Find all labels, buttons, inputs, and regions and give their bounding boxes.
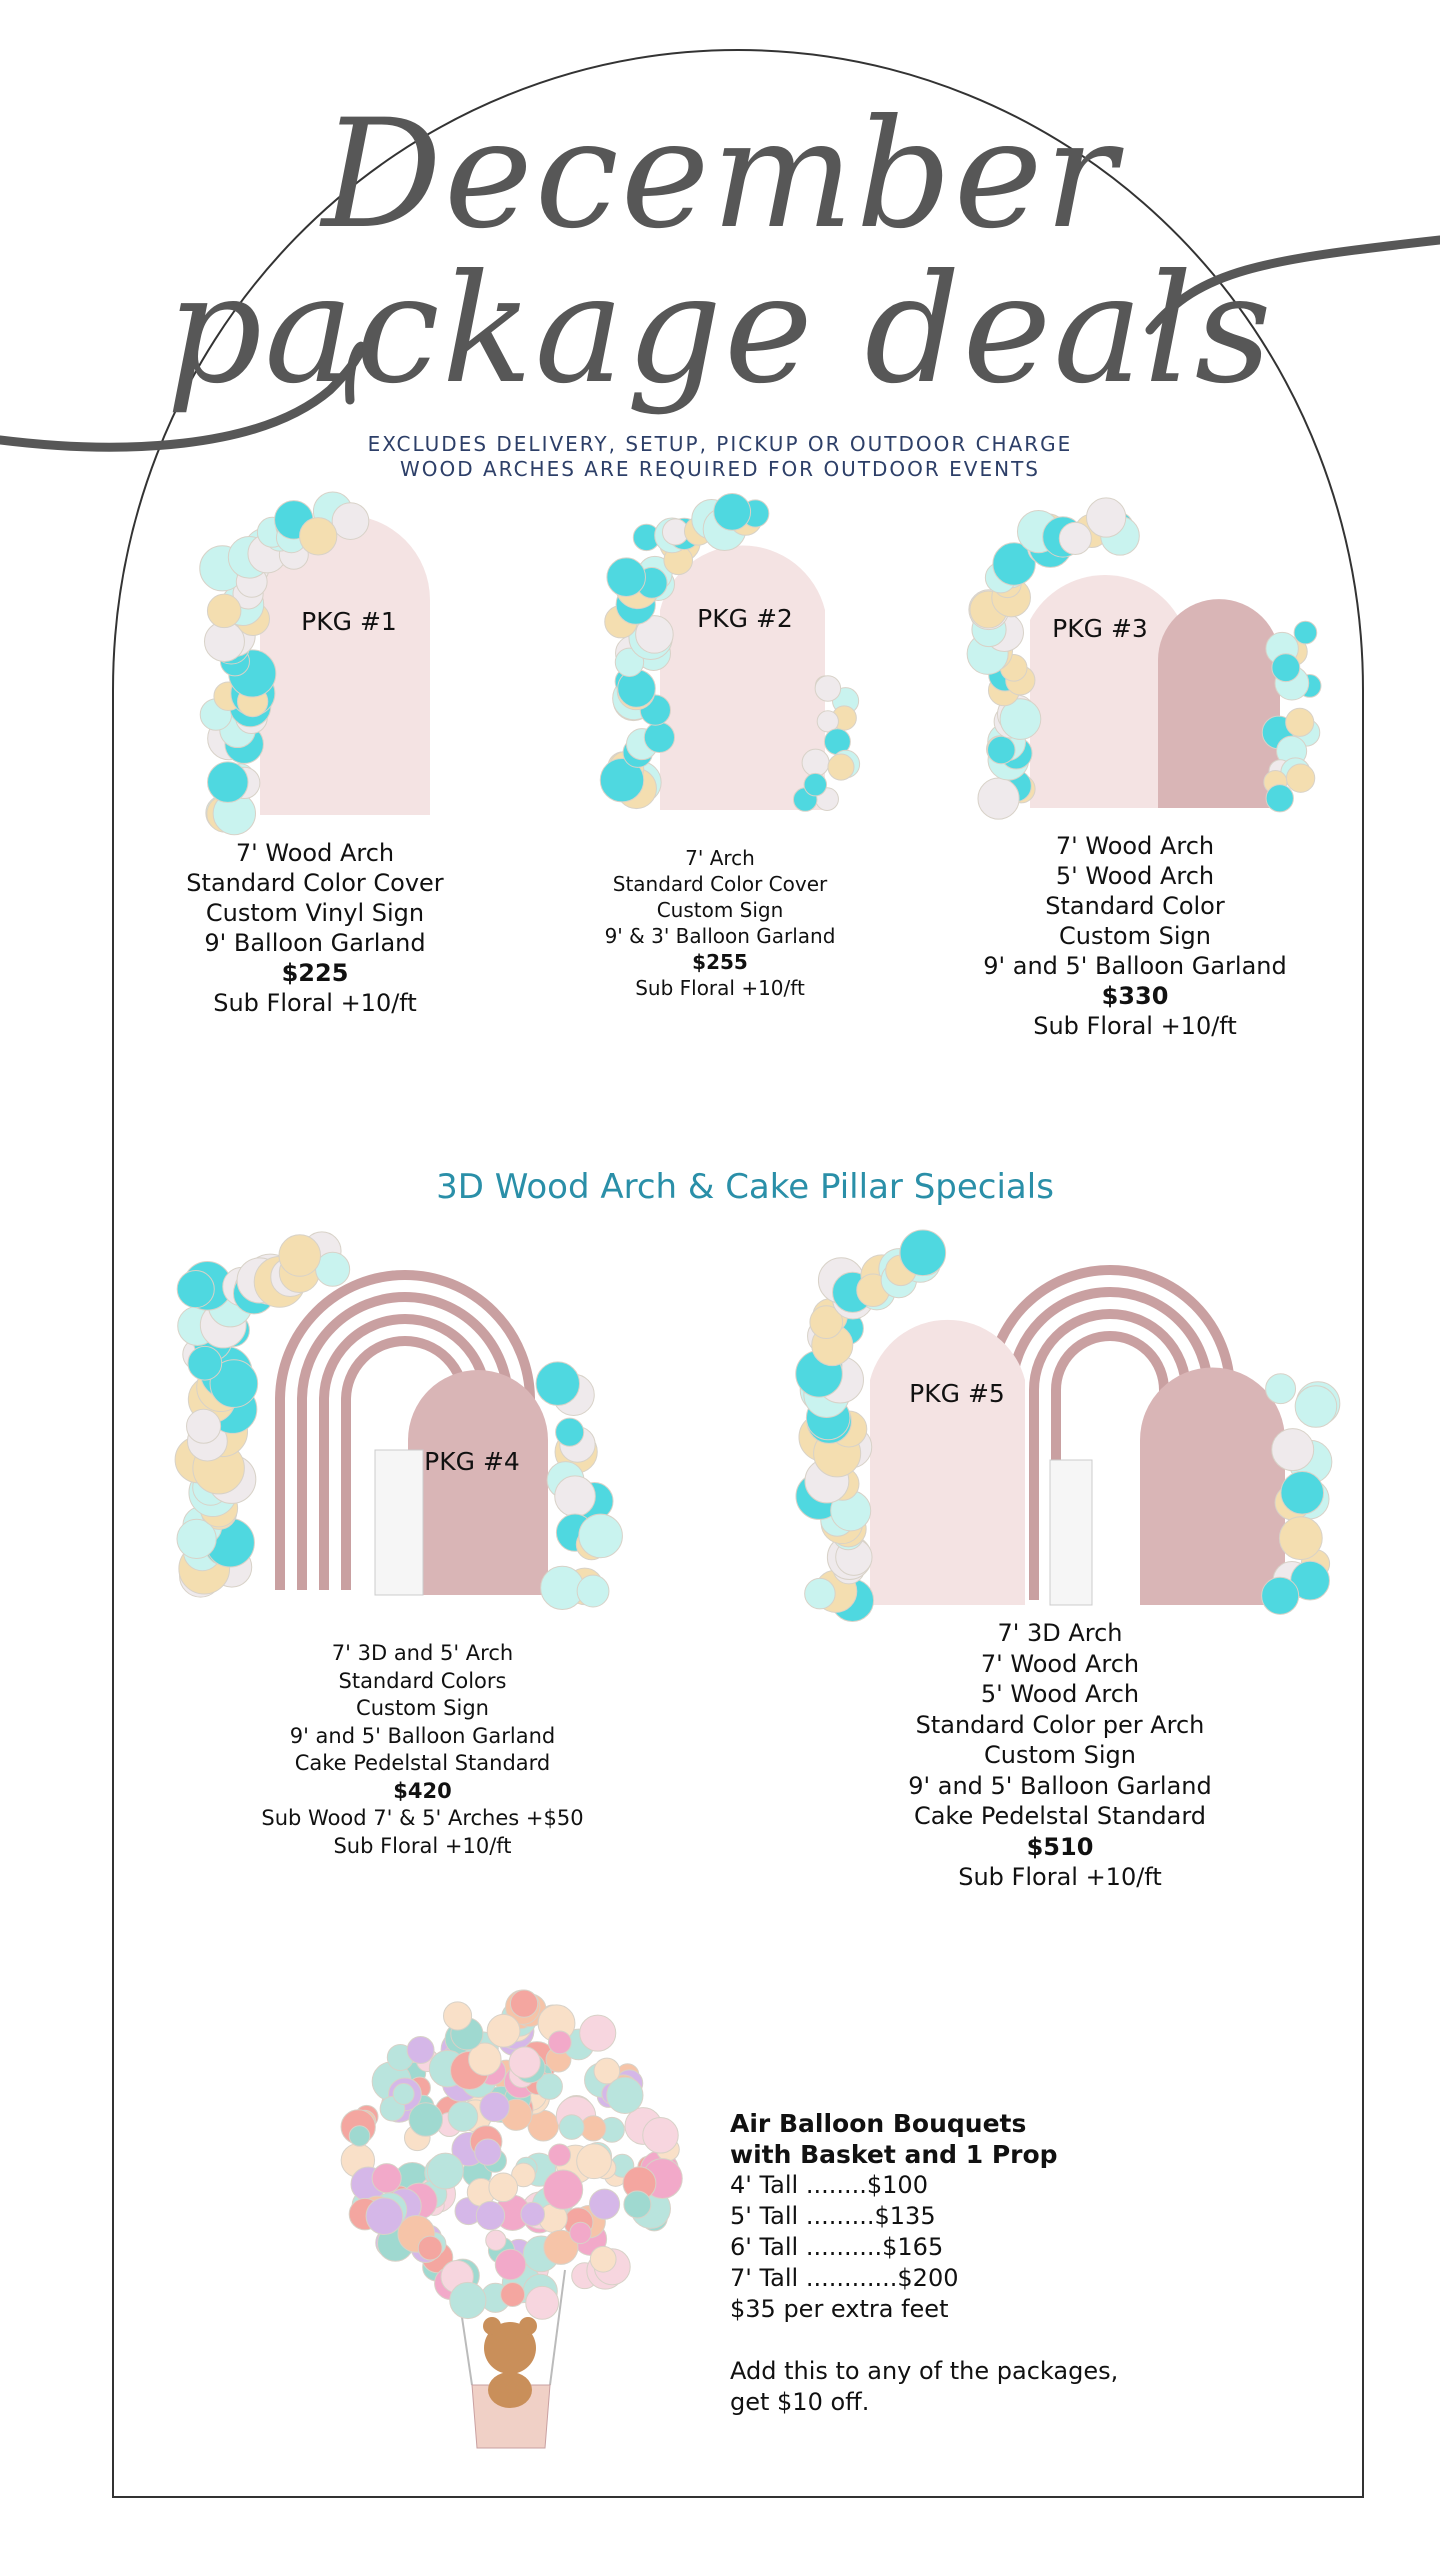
balloon [1279, 1517, 1322, 1560]
pkg3-line: Custom Sign [1059, 922, 1211, 950]
pkg3-line: 7' Wood Arch [1055, 832, 1215, 860]
balloon [978, 778, 1019, 819]
balloon [366, 2198, 403, 2235]
balloon [528, 2110, 559, 2141]
balloon [555, 1476, 596, 1517]
pkg1-price: $225 [281, 959, 349, 987]
balloon [393, 2084, 414, 2105]
balloon [1059, 522, 1091, 554]
pkg4-line: Standard Colors [338, 1668, 507, 1693]
pkg2-details [560, 845, 880, 1001]
pkg5-line: Standard Color per Arch [915, 1710, 1205, 1739]
balloon [476, 2201, 504, 2229]
balloon [590, 2246, 616, 2272]
balloon [509, 2047, 540, 2078]
balloon [480, 2092, 509, 2121]
bouquet-price: 7' Tall ............$200 [730, 2264, 959, 2292]
balloon [643, 2118, 678, 2153]
balloon [1266, 1374, 1296, 1404]
balloon [475, 2139, 501, 2165]
bouquet-price: 4' Tall ........$100 [730, 2171, 928, 2199]
pkg3-line: 9' and 5' Balloon Garland [983, 952, 1287, 980]
pkg3-line: Standard Color [1045, 892, 1225, 920]
balloon [802, 749, 829, 776]
balloon [988, 736, 1016, 764]
balloon [332, 503, 369, 540]
balloon [418, 2236, 442, 2260]
balloon [187, 1409, 221, 1443]
balloon [1295, 1386, 1337, 1428]
balloon [577, 1575, 609, 1607]
pkg5-details [880, 1618, 1240, 1893]
note-line-1: EXCLUDES DELIVERY, SETUP, PICKUP OR OUTDOOR CHARGE [367, 432, 1073, 456]
balloon [549, 2144, 571, 2166]
balloon [900, 1230, 946, 1276]
pkg5-label: PKG #5 [909, 1379, 1005, 1408]
pkg4-line: Cake Pedelstal Standard [294, 1751, 551, 1775]
balloon [427, 2153, 463, 2189]
balloon [589, 2189, 619, 2219]
balloon [510, 1990, 537, 2017]
pkg3-illustration [1030, 575, 1280, 808]
title-line-1: December [321, 88, 1119, 262]
pkg4-extra: Sub Wood 7' & 5' Arches +$50 [261, 1806, 584, 1830]
bouquet-price: 5' Tall .........$135 [730, 2202, 936, 2230]
balloon [607, 558, 646, 597]
pkg4-line: 7' 3D and 5' Arch [331, 1641, 514, 1665]
pkg3-extra: Sub Floral +10/ft [1033, 1012, 1237, 1040]
balloon [177, 1271, 214, 1308]
pkg4-line: 9' and 5' Balloon Garland [289, 1723, 556, 1748]
balloon [486, 2230, 506, 2250]
pkg2-extra: Sub Floral +10/ft [635, 976, 805, 1000]
pkg2-line: Custom Sign [656, 898, 784, 922]
pkg4-price: $420 [393, 1778, 452, 1803]
balloon [644, 722, 674, 752]
pkg1-line: Custom Vinyl Sign [205, 899, 425, 927]
balloon [279, 1235, 321, 1277]
balloon [448, 2102, 478, 2132]
pkg4-label: PKG #4 [424, 1447, 520, 1476]
pkg2-illustration [660, 545, 825, 810]
pkg2-price: $255 [692, 950, 748, 974]
balloon [495, 2249, 525, 2279]
pkg4-illustration [280, 1275, 548, 1595]
pkg4-extra: Sub Floral +10/ft [333, 1833, 512, 1858]
balloon [409, 2103, 443, 2137]
pkg2-line: 7' Arch [685, 846, 755, 870]
pkg5-line: 9' and 5' Balloon Garland [908, 1771, 1212, 1800]
balloon [1087, 498, 1126, 537]
pkg5-price: $510 [1026, 1832, 1094, 1861]
balloon [1286, 764, 1314, 792]
balloon [548, 2031, 571, 2054]
pkg2-label: PKG #2 [697, 604, 793, 633]
note-line-2: WOOD ARCHES ARE REQUIRED FOR OUTDOOR EVENTS [399, 457, 1041, 481]
balloon [556, 1418, 584, 1446]
bouquet-heading: Air Balloon Bouquets [730, 2109, 1027, 2138]
balloon [188, 1346, 222, 1380]
pkg5-line: 7' Wood Arch [980, 1649, 1140, 1678]
balloon [1272, 1429, 1314, 1471]
balloon [559, 2115, 584, 2140]
pkg4-line: Custom Sign [356, 1696, 489, 1720]
balloon [714, 493, 751, 530]
balloon [828, 754, 854, 780]
pkg5-line: Custom Sign [984, 1741, 1136, 1769]
balloon [521, 2202, 545, 2226]
balloon [815, 676, 841, 702]
pkg3-details [955, 831, 1315, 1041]
balloon [487, 2014, 520, 2047]
title-line-2: package deals [166, 243, 1274, 417]
balloon [570, 2222, 591, 2243]
balloon [1281, 1471, 1324, 1514]
balloon [624, 2191, 651, 2218]
balloon [207, 594, 240, 627]
bouquet-details [730, 2108, 1118, 2418]
balloon [579, 1514, 623, 1558]
balloon [444, 2002, 472, 2030]
bouquet-promo: get $10 off. [730, 2388, 870, 2416]
balloon [544, 2170, 583, 2209]
bouquet-promo: Add this to any of the packages, [730, 2357, 1119, 2385]
pkg5-illustration [870, 1270, 1285, 1605]
balloon [300, 518, 337, 555]
pkg1-label: PKG #1 [301, 607, 397, 636]
pkg1-line: 9' Balloon Garland [204, 929, 426, 957]
balloon [1266, 785, 1293, 812]
balloon [581, 2116, 606, 2141]
pkg3-line: 5' Wood Arch [1055, 862, 1215, 890]
pkg5-extra: Sub Floral +10/ft [958, 1863, 1162, 1891]
balloon [349, 2126, 370, 2147]
pkg1-extra: Sub Floral +10/ft [213, 989, 417, 1017]
pkg5-line: 5' Wood Arch [980, 1680, 1140, 1708]
pkg5-line: Cake Pedelstal Standard [913, 1802, 1207, 1830]
pkg5-line: 7' 3D Arch [997, 1619, 1123, 1647]
balloon [450, 2282, 486, 2318]
balloon [1294, 621, 1317, 644]
pkg3-label: PKG #3 [1052, 614, 1148, 643]
balloon [1262, 1577, 1299, 1614]
bouquet-price: 6' Tall ..........$165 [730, 2233, 944, 2261]
balloon [489, 2173, 518, 2202]
section-title: 3D Wood Arch & Cake Pillar Specials [436, 1167, 1054, 1207]
pkg2-line: 9' & 3' Balloon Garland [604, 924, 836, 948]
balloon [1272, 654, 1300, 682]
balloon [407, 2037, 434, 2064]
balloon [536, 1362, 579, 1405]
pkg3-price: $330 [1101, 982, 1169, 1010]
balloon [1286, 708, 1314, 736]
balloon [526, 2286, 559, 2319]
pkg2-line: Standard Color Cover [612, 872, 828, 896]
balloon [372, 2164, 401, 2193]
pkg1-line: Standard Color Cover [186, 869, 444, 897]
balloon [501, 2283, 525, 2307]
bouquet-price: $35 per extra feet [730, 2295, 949, 2323]
balloon [805, 1578, 836, 1609]
balloon [577, 2144, 612, 2179]
balloon [607, 2077, 643, 2113]
pkg4-details [240, 1640, 605, 1860]
pkg1-line: 7' Wood Arch [235, 839, 395, 867]
bouquet-heading: with Basket and 1 Prop [730, 2140, 1058, 2169]
balloon [804, 773, 826, 795]
balloon [580, 2015, 616, 2051]
pkg1-details [140, 838, 490, 1018]
balloon [208, 762, 248, 802]
